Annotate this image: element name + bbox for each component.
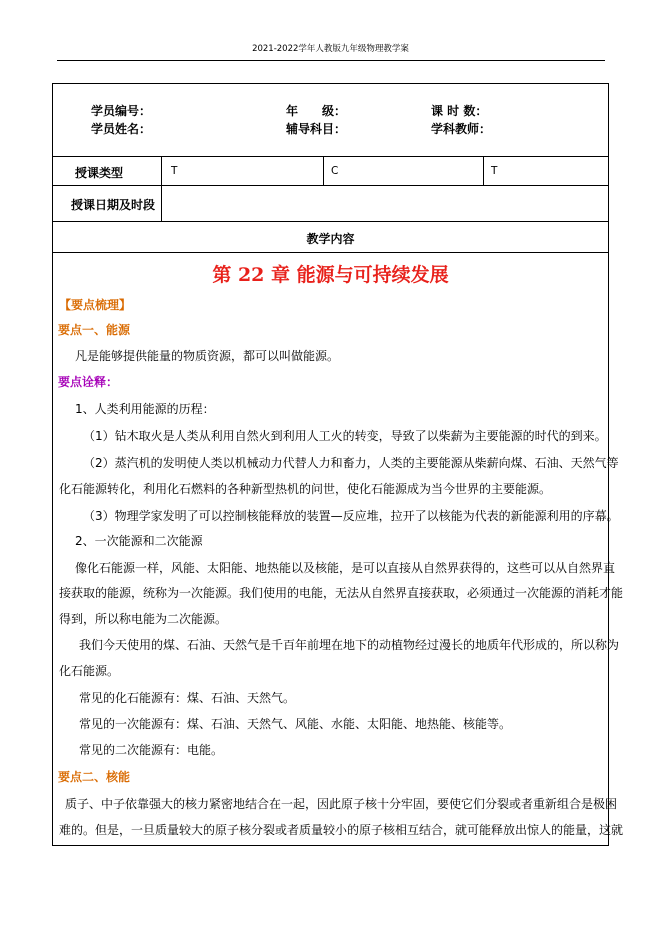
teaching-content-label: 教学内容 xyxy=(306,232,355,246)
lesson-type-cell-3 xyxy=(483,157,484,185)
lesson-type-row xyxy=(52,157,609,186)
lesson-date-row xyxy=(52,186,609,222)
page-header: 2021-2022学年人教版九年级物理教学案 xyxy=(252,44,409,54)
lesson-type-value-1: T xyxy=(171,165,178,177)
chapter-title: 第 22 章 能源与可持续发展 xyxy=(212,264,449,286)
sub2-p1-line3: 得到，所以称电能为二次能源。 xyxy=(59,612,228,626)
sub1-heading: 1、人类利用能源的历程： xyxy=(75,402,215,416)
sub1-c: （3）物理学家发明了可以控制核能释放的装置—反应堆，拉开了以核能为代表的新能源利用的序幕。 xyxy=(83,509,619,523)
student-name-label: 学员姓名： xyxy=(91,122,152,136)
student-info-box xyxy=(52,83,609,157)
header-divider xyxy=(57,60,605,61)
grade-label: 年 级： xyxy=(286,104,347,118)
student-no-label: 学员编号： xyxy=(91,104,152,118)
subject-label: 辅导科目： xyxy=(286,122,347,136)
sub2-p2-line1: 我们今天使用的煤、石油、天然气是千百年前埋在地下的动植物经过漫长的地质年代形成的，所以称为 xyxy=(79,638,620,652)
lesson-date-cell xyxy=(161,186,162,221)
lesson-type-label: 授课类型 xyxy=(75,166,124,180)
lesson-type-cell-1 xyxy=(161,157,162,185)
teacher-label: 学科教师： xyxy=(431,122,492,136)
teaching-content-body xyxy=(52,253,624,846)
sub2-heading: 2、一次能源和二次能源 xyxy=(75,534,203,548)
teaching-content-header-row xyxy=(52,222,609,253)
lesson-type-value-2: C xyxy=(331,165,339,177)
sub1-b-line1: （2）蒸汽机的发明使人类以机械动力代替人力和畜力，人类的主要能源从柴薪向煤、石油、天然气等 xyxy=(83,456,619,470)
primary-energy-list: 常见的一次能源有：煤、石油、天然气、风能、水能、太阳能、地热能、核能等。 xyxy=(79,717,512,731)
explain-title: 要点诠释： xyxy=(58,375,119,389)
secondary-energy-list: 常见的二次能源有：电能。 xyxy=(79,743,224,757)
sub2-p1-line2: 接获取的能源，统称为一次能源。我们使用的电能，无法从自然界直接获取，必须通过一次能源的消耗才能 xyxy=(59,586,624,600)
sub2-p2-line2: 化石能源。 xyxy=(59,664,120,678)
lesson-type-cell-2 xyxy=(323,157,324,185)
lessons-label: 课 时 数： xyxy=(431,104,488,118)
point2-text-line1: 质子、中子依靠强大的核力紧密地结合在一起，因此原子核十分牢固，要使它们分裂或者重新组合是极困 xyxy=(65,797,618,811)
fossil-energy-list: 常见的化石能源有：煤、石油、天然气。 xyxy=(79,691,296,705)
summary-tag: 【要点梳理】 xyxy=(59,298,132,312)
lesson-type-value-3: T xyxy=(491,165,498,177)
lesson-date-label: 授课日期及时段 xyxy=(71,198,156,212)
sub1-a: （1）钻木取火是人类从利用自然火到利用人工火的转变，导致了以柴薪为主要能源的时代的到来。 xyxy=(83,429,607,443)
sub2-p1-line1: 像化石能源一样，风能、太阳能、地热能以及核能，是可以直接从自然界获得的，这些可以从自然界直 xyxy=(75,561,616,575)
point1-text: 凡是能够提供能量的物质资源，都可以叫做能源。 xyxy=(75,349,340,363)
point2-title: 要点二、核能 xyxy=(58,770,131,784)
point1-title: 要点一、能源 xyxy=(58,323,131,337)
sub1-b-line2: 化石能源转化，利用化石燃料的各种新型热机的问世，使化石能源成为当今世界的主要能源。 xyxy=(59,482,552,496)
point2-text-line2: 难的。但是，一旦质量较大的原子核分裂或者质量较小的原子核相互结合，就可能释放出惊人的能量，这就 xyxy=(59,823,624,837)
